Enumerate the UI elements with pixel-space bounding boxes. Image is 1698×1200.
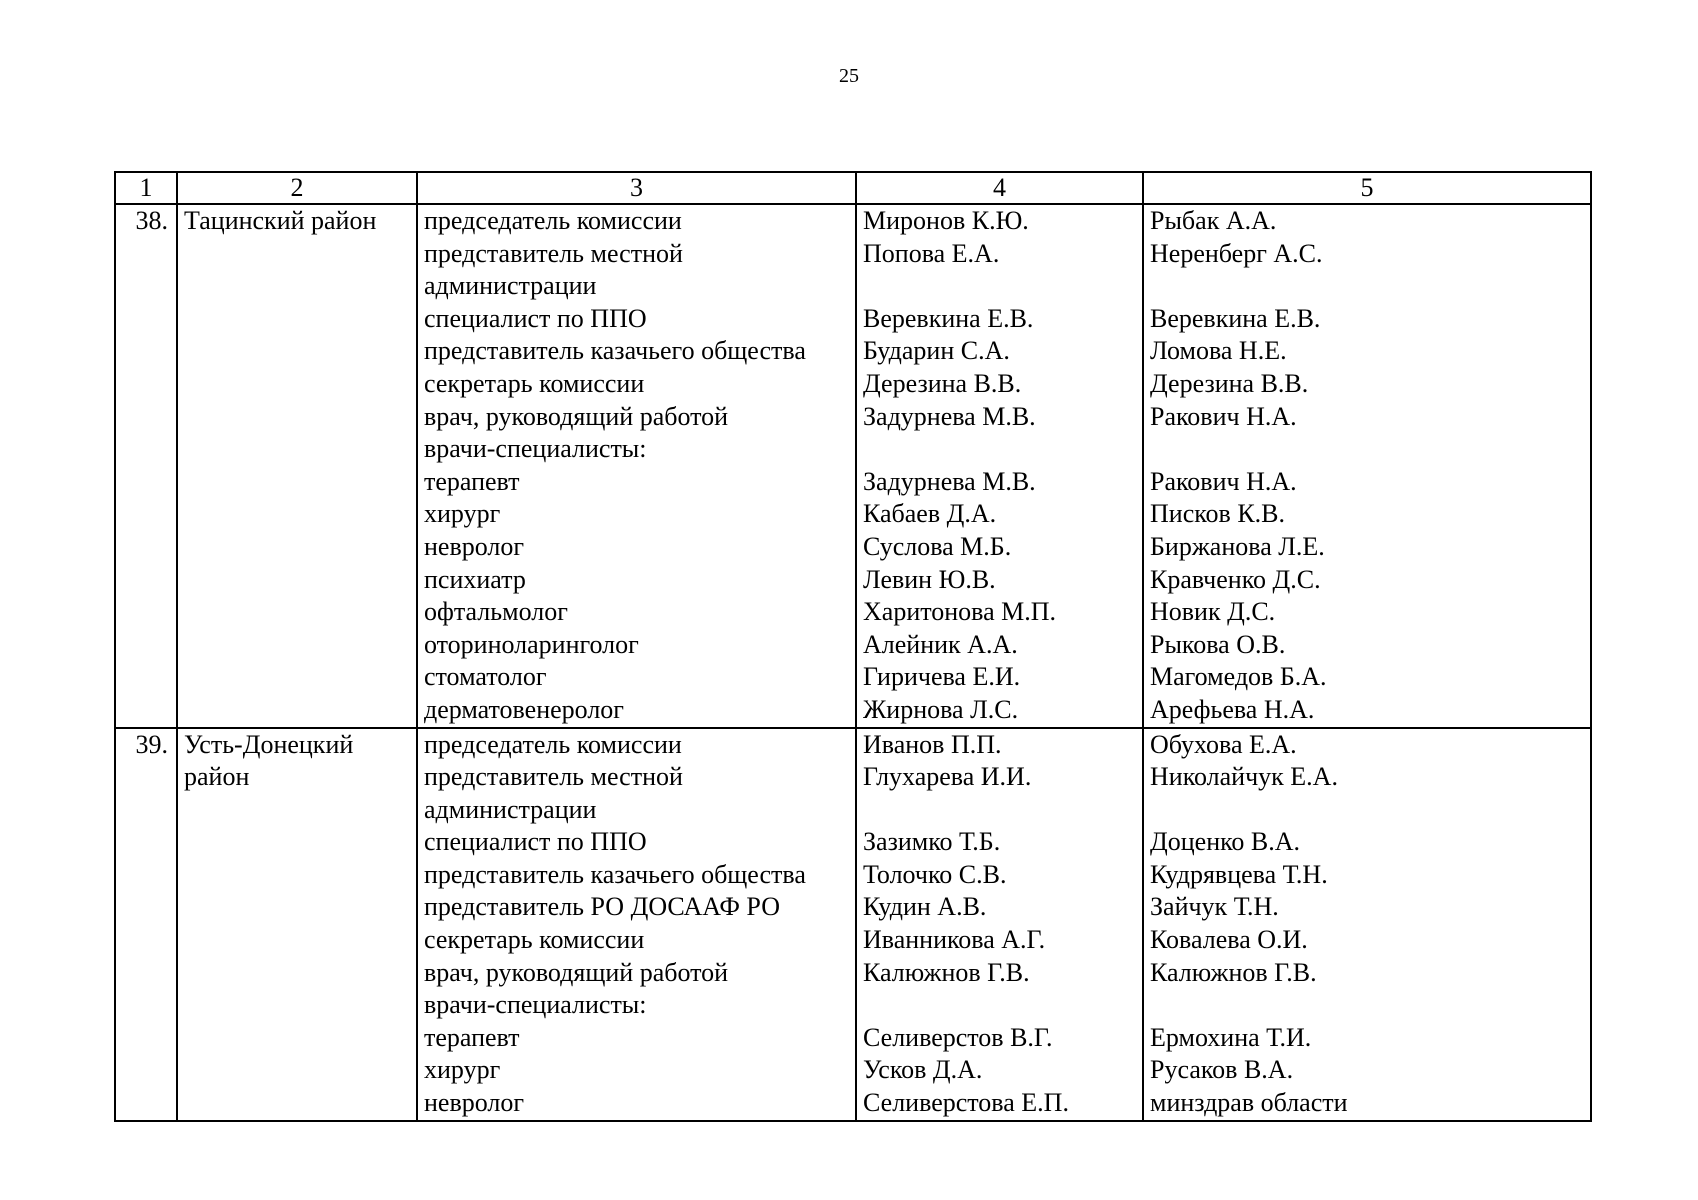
- district-line: Тацинский район: [184, 206, 377, 235]
- role-line: специалист по ППО: [424, 827, 647, 857]
- reserve-name: Магомедов Б.А.: [1150, 662, 1327, 692]
- member-name: Жирнова Л.С.: [863, 694, 1019, 724]
- member-name: [863, 989, 1136, 1022]
- reserve-name: Николайчук Е.А.: [1150, 762, 1338, 792]
- role-line: секретарь комиссии: [424, 925, 645, 955]
- reserve-name: Рыбак А.А.: [1150, 206, 1277, 235]
- reserve-cell: [1143, 204, 1591, 728]
- role-line: врачи-специалисты:: [424, 434, 647, 464]
- role-line: врач, руководящий работой: [424, 401, 729, 431]
- reserve-name: Неренберг А.С.: [1150, 238, 1323, 268]
- reserve-name: Зайчук Т.Н.: [1150, 892, 1279, 922]
- role-line: врач, руководящий работой: [424, 957, 729, 987]
- role-line: специалист по ППО: [424, 303, 647, 333]
- role-line: терапевт: [424, 1022, 520, 1052]
- member-name: Иванникова А.Г.: [863, 925, 1046, 955]
- member-name: Левин Ю.В.: [863, 564, 996, 594]
- header-cell: 4: [856, 172, 1143, 204]
- reserve-name: Обухова Е.А.: [1150, 729, 1297, 759]
- member-name: Кабаев Д.А.: [863, 499, 997, 529]
- role-line: оториноларинголог: [424, 629, 639, 659]
- reserve-name: Новик Д.С.: [1150, 597, 1276, 627]
- role-line: терапевт: [424, 466, 520, 496]
- reserve-name: минздрав области: [1150, 1088, 1348, 1118]
- member-name: Кудин А.В.: [863, 892, 987, 922]
- district-line: район: [184, 762, 250, 792]
- role-cell: [417, 728, 856, 1121]
- member-name: Глухарева И.И.: [863, 762, 1032, 792]
- member-name: Бударин С.А.: [863, 336, 1010, 366]
- role-line: представитель казачьего общества: [424, 336, 806, 366]
- reserve-name: Ермохина Т.И.: [1150, 1022, 1312, 1052]
- member-name: [863, 433, 1136, 466]
- role-line: представитель казачьего общества: [424, 859, 806, 889]
- member-name: Харитонова М.П.: [863, 597, 1057, 627]
- role-line: хирург: [424, 499, 501, 529]
- role-line: председатель комиссии: [424, 729, 682, 759]
- member-name: Усков Д.А.: [863, 1055, 983, 1085]
- role-line: психиатр: [424, 564, 526, 594]
- reserve-cell: [1143, 728, 1591, 1121]
- role-line: дерматовенеролог: [424, 694, 624, 724]
- district-cell: [177, 204, 417, 728]
- header-cell: 3: [417, 172, 856, 204]
- table-row: [115, 728, 1591, 1121]
- reserve-name: [1150, 794, 1584, 827]
- reserve-name: Ковалева О.И.: [1150, 925, 1308, 955]
- reserve-name: Арефьева Н.А.: [1150, 694, 1315, 724]
- reserve-name: [1150, 270, 1584, 303]
- member-name: Калюжнов Г.В.: [863, 957, 1030, 987]
- role-line: секретарь комиссии: [424, 368, 645, 398]
- member-name: Селиверстова Е.П.: [863, 1088, 1069, 1118]
- role-line: невролог: [424, 1088, 525, 1118]
- district-line: Усть-Донецкий: [184, 729, 354, 759]
- reserve-name: Ломова Н.Е.: [1150, 336, 1287, 366]
- role-line: представитель местной: [424, 238, 683, 268]
- member-name: Алейник А.А.: [863, 629, 1018, 659]
- reserve-name: Писков К.В.: [1150, 499, 1286, 529]
- reserve-name: Кудрявцева Т.Н.: [1150, 859, 1328, 889]
- reserve-name: Кравченко Д.С.: [1150, 564, 1321, 594]
- member-name: Дерезина В.В.: [863, 368, 1022, 398]
- page-number: 25: [839, 65, 859, 87]
- reserve-name: Русаков В.А.: [1150, 1055, 1294, 1085]
- role-line: врачи-специалисты:: [424, 990, 647, 1020]
- member-name: Суслова М.Б.: [863, 531, 1012, 561]
- reserve-name: [1150, 989, 1584, 1022]
- member-name: Попова Е.А.: [863, 238, 1000, 268]
- row-number: 38.: [115, 204, 177, 728]
- role-line: представитель местной: [424, 762, 683, 792]
- role-line: офтальмолог: [424, 597, 568, 627]
- role-line: невролог: [424, 531, 525, 561]
- reserve-name: [1150, 433, 1584, 466]
- member-name: Задурнева М.В.: [863, 466, 1036, 496]
- member-name: Веревкина Е.В.: [863, 303, 1034, 333]
- reserve-name: Дерезина В.В.: [1150, 368, 1309, 398]
- role-line: председатель комиссии: [424, 206, 682, 235]
- role-cell: [417, 204, 856, 728]
- row-number: 39.: [115, 728, 177, 1121]
- header-cell: 1: [115, 172, 177, 204]
- role-line: стоматолог: [424, 662, 547, 692]
- header-cell: 5: [1143, 172, 1591, 204]
- member-name: [863, 794, 1136, 827]
- role-line: представитель РО ДОСААФ РО: [424, 892, 780, 922]
- member-name: Селиверстов В.Г.: [863, 1022, 1053, 1052]
- member-name: Иванов П.П.: [863, 729, 1002, 759]
- district-cell: [177, 728, 417, 1121]
- reserve-name: Доценко В.А.: [1150, 827, 1301, 857]
- reserve-name: Веревкина Е.В.: [1150, 303, 1321, 333]
- member-cell: [856, 728, 1143, 1121]
- reserve-name: Рыкова О.В.: [1150, 629, 1286, 659]
- role-line: администрации: [424, 271, 597, 301]
- reserve-name: Биржанова Л.Е.: [1150, 531, 1325, 561]
- reserve-name: Ракович Н.А.: [1150, 401, 1297, 431]
- role-line: хирург: [424, 1055, 501, 1085]
- member-name: Зазимко Т.Б.: [863, 827, 1001, 857]
- header-row: [115, 172, 1591, 204]
- header-cell: 2: [177, 172, 417, 204]
- member-name: [863, 270, 1136, 303]
- member-cell: [856, 204, 1143, 728]
- member-name: Гиричева Е.И.: [863, 662, 1021, 692]
- role-line: администрации: [424, 794, 597, 824]
- reserve-name: Ракович Н.А.: [1150, 466, 1297, 496]
- member-name: Миронов К.Ю.: [863, 206, 1029, 235]
- table-row: [115, 204, 1591, 728]
- reserve-name: Калюжнов Г.В.: [1150, 957, 1317, 987]
- commission-table: [114, 171, 1592, 1122]
- member-name: Толочко С.В.: [863, 859, 1007, 889]
- member-name: Задурнева М.В.: [863, 401, 1036, 431]
